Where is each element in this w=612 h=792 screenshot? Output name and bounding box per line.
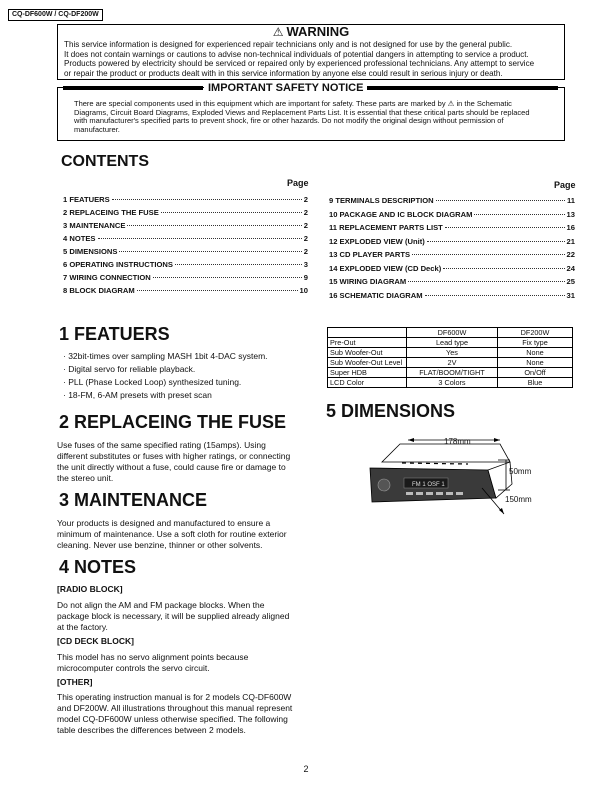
depth-dimension-label: 150mm — [505, 495, 532, 504]
toc-entry[interactable]: 15 WIRING DIAGRAM 25 — [329, 277, 575, 286]
table-header: DF200W — [498, 328, 573, 338]
table-row — [328, 368, 573, 378]
other-text: This operating instruction manual is for 2 models CQ-DF600W and DF200W. All illustrations throughout this manual represent model CQ-DF600W unless otherwise specified. The following table describes the differences between 2 models. — [57, 692, 293, 735]
table-cell: Pre-Out — [328, 338, 407, 348]
page-number: 2 — [303, 764, 309, 774]
toc-entry[interactable]: 14 EXPLODED VIEW (CD Deck) 24 — [329, 264, 575, 273]
table-cell: Sub Woofer-Out Level — [328, 358, 407, 368]
table-row — [328, 328, 573, 338]
svg-text:FM 1 OSF 1: FM 1 OSF 1 — [412, 482, 445, 488]
table-header: DF600W — [407, 328, 498, 338]
table-cell: Fix type — [498, 338, 573, 348]
features-heading: 1 FEATUERS — [59, 324, 170, 344]
radio-block-heading: [RADIO BLOCK] — [57, 584, 123, 594]
width-dimension-label: 178mm — [444, 437, 471, 446]
toc-entry[interactable]: 4 NOTES 2 — [63, 234, 308, 243]
radio-block-text: Do not align the AM and FM package blocks. When the package block is necessary, it will be supplied already aligned at the factory. — [57, 600, 290, 632]
notes-heading: 4 NOTES — [59, 557, 137, 577]
table-cell: On/Off — [498, 368, 573, 378]
table-row — [328, 358, 573, 368]
width-arrow-left — [408, 438, 414, 442]
other-heading: [OTHER] — [57, 677, 93, 687]
list-item: · 18-FM, 6-AM presets with preset scan — [63, 390, 212, 400]
model-differences-table — [327, 327, 573, 388]
features-list — [63, 350, 313, 402]
maintenance-text: Your products is designed and manufactured to ensure a minimum of maintenance. Use a soft cloth for routine exterior cleaning. Never use benzine, thinner or other solvents. — [57, 518, 287, 550]
table-cell: 2V — [407, 358, 498, 368]
table-cell: Super HDB — [328, 368, 407, 378]
model-tag: CQ-DF600W / CQ-DF200W — [8, 9, 103, 21]
table-cell: None — [498, 358, 573, 368]
table-cell: LCD Color — [328, 378, 407, 388]
table-cell: Lead type — [407, 338, 498, 348]
list-item: · 32bit-times over sampling MASH 1bit 4-DAC system. — [63, 351, 268, 361]
list-item: · PLL (Phase Locked Loop) synthesized tuning. — [63, 377, 242, 387]
toc-entry[interactable]: 6 OPERATING INSTRUCTIONS 3 — [63, 260, 308, 269]
height-dimension-label: 50mm — [509, 467, 532, 476]
safety-title-bar-right — [358, 86, 558, 90]
toc-entry[interactable]: 2 REPLACEING THE FUSE 2 — [63, 208, 308, 217]
toc-entry[interactable]: 8 BLOCK DIAGRAM 10 — [63, 286, 308, 295]
safety-notice-text: There are special components used in this equipment which are important for safety. These parts are marked by ⚠ in the Schematic Diagrams, Circuit Board Diagrams, Exploded Views and Replacement Parts List. It is essential that these critical parts should be replaced with manufacturer's specified parts to prevent shock, fire or other hazards. Do not modify the original design without permission of manufacturer. — [74, 99, 530, 134]
maintenance-heading: 3 MAINTENANCE — [59, 490, 208, 510]
table-cell: Yes — [407, 348, 498, 358]
warning-text: This service information is designed for experienced repair technicians only and is not designed for use by the general public. It does not contain warnings or cautions to advise non-technical individuals of potential dangers in attempting to service a product. Products powered by electricity should be serviced or repaired only by experienced professional technicians. Any attempt to service or repair the product or products dealt with in this service information by anyone else could result in serious injury or death. — [64, 40, 535, 78]
toc-entry[interactable]: 12 EXPLODED VIEW (Unit) 21 — [329, 237, 575, 246]
safety-notice-title: IMPORTANT SAFETY NOTICE — [204, 82, 367, 94]
table-cell: FLAT/BOOM/TIGHT — [407, 368, 498, 378]
unit-volume-knob — [378, 479, 390, 491]
contents-heading: CONTENTS — [61, 153, 149, 170]
table-row — [328, 378, 573, 388]
toc-entry[interactable]: 5 DIMENSIONS 2 — [63, 247, 308, 256]
toc-entry[interactable]: 1 FEATUERS 2 — [63, 195, 308, 204]
toc-entry[interactable]: 16 SCHEMATIC DIAGRAM 31 — [329, 291, 575, 300]
unit-slot-dashes — [402, 463, 468, 464]
toc-entry[interactable]: 3 MAINTENANCE 2 — [63, 221, 308, 230]
width-arrow-right — [494, 438, 500, 442]
toc-entry[interactable]: 10 PACKAGE AND IC BLOCK DIAGRAM 13 — [329, 210, 575, 219]
toc-entry[interactable]: 11 REPLACEMENT PARTS LIST 16 — [329, 223, 575, 232]
fuse-text: Use fuses of the same specified rating (15amps). Using different substitutes or fuses with higher ratings, or connecting the unit directly without a fuse, could cause fire or damage to the stereo unit. — [57, 440, 291, 483]
unit-dimensions-drawing — [360, 432, 560, 532]
safety-title-bar-left — [63, 86, 203, 90]
table-row — [328, 338, 573, 348]
unit-top-face — [382, 444, 510, 462]
warning-title: ⚠ WARNING — [272, 24, 350, 39]
page-column-label-right: Page — [554, 180, 576, 190]
page-column-label-left: Page — [287, 178, 309, 188]
cd-deck-heading: [CD DECK BLOCK] — [57, 636, 134, 646]
toc-entry[interactable]: 13 CD PLAYER PARTS 22 — [329, 250, 575, 259]
cd-deck-text: This model has no servo alignment points because microcomputer controls the servo circuit. — [57, 652, 249, 673]
list-item: · Digital servo for reliable playback. — [63, 364, 196, 374]
warning-box — [57, 24, 565, 80]
warning-triangle-icon: ⚠ — [272, 25, 284, 39]
fuse-heading: 2 REPLACEING THE FUSE — [59, 412, 287, 432]
toc-entry[interactable]: 7 WIRING CONNECTION 9 — [63, 273, 308, 282]
table-cell: None — [498, 348, 573, 358]
toc-entry[interactable]: 9 TERMINALS DESCRIPTION 11 — [329, 196, 575, 205]
table-cell: 3 Colors — [407, 378, 498, 388]
table-cell — [328, 328, 407, 338]
dimensions-heading: 5 DIMENSIONS — [326, 401, 456, 421]
table-cell: Sub Woofer-Out — [328, 348, 407, 358]
safety-notice-box — [57, 82, 565, 141]
table-row — [328, 348, 573, 358]
table-cell: Blue — [498, 378, 573, 388]
